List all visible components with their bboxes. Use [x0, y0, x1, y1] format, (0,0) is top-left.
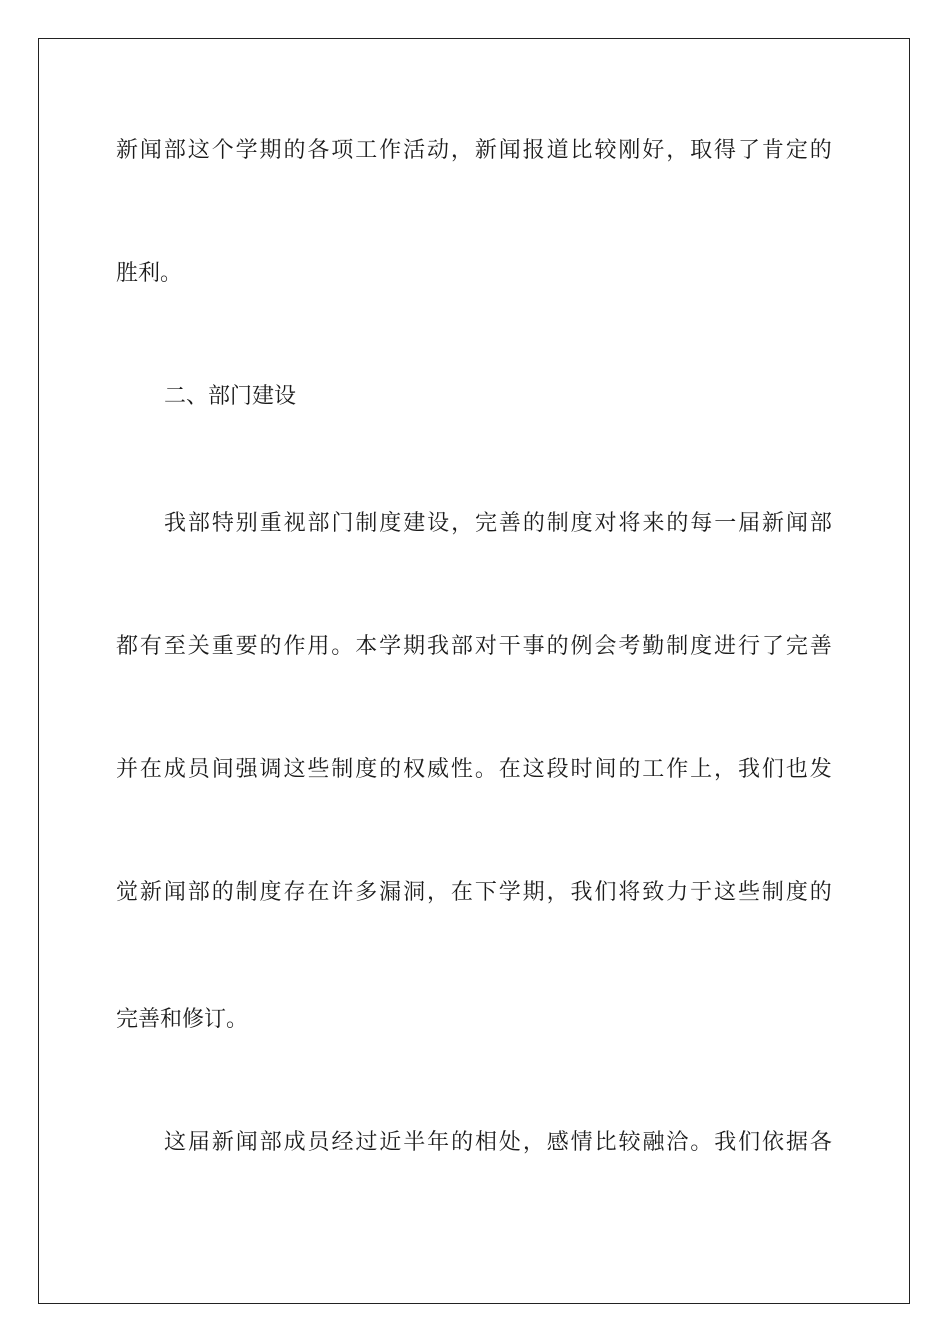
- section-heading: 二、部门建设: [164, 384, 297, 409]
- paragraph-line: 胜利。: [116, 261, 183, 286]
- paragraph-line: 觉 新 闻 部 的 制 度 存 在 许 多 漏 洞 ， 在 下 学 期 ， 我 们 将 致 力 于 这 些 制 度 的: [116, 880, 832, 905]
- paragraph-line: 这 届 新 闻 部 成 员 经 过 近 半 年 的 相 处 ， 感 情 比 较 融 洽 。 我 们 依 据 各: [164, 1130, 832, 1155]
- paragraph-line: 完善和修订。: [116, 1007, 249, 1032]
- paragraph-line: 都 有 至 关 重 要 的 作 用 。 本 学 期 我 部 对 干 事 的 例 会 考 勤 制 度 进 行 了 完 善: [116, 634, 832, 659]
- paragraph-line: 并 在 成 员 间 强 调 这 些 制 度 的 权 威 性 。 在 这 段 时 间 的 工 作 上 ， 我 们 也 发: [116, 757, 832, 782]
- paragraph-line: 新 闻 部 这 个 学 期 的 各 项 工 作 活 动 ， 新 闻 报 道 比 较 刚 好 ， 取 得 了 肯 定 的: [116, 138, 832, 163]
- paragraph-line: 我 部 特 别 重 视 部 门 制 度 建 设 ， 完 善 的 制 度 对 将 来 的 每 一 届 新 闻 部: [164, 511, 832, 536]
- page-frame: [38, 38, 910, 1304]
